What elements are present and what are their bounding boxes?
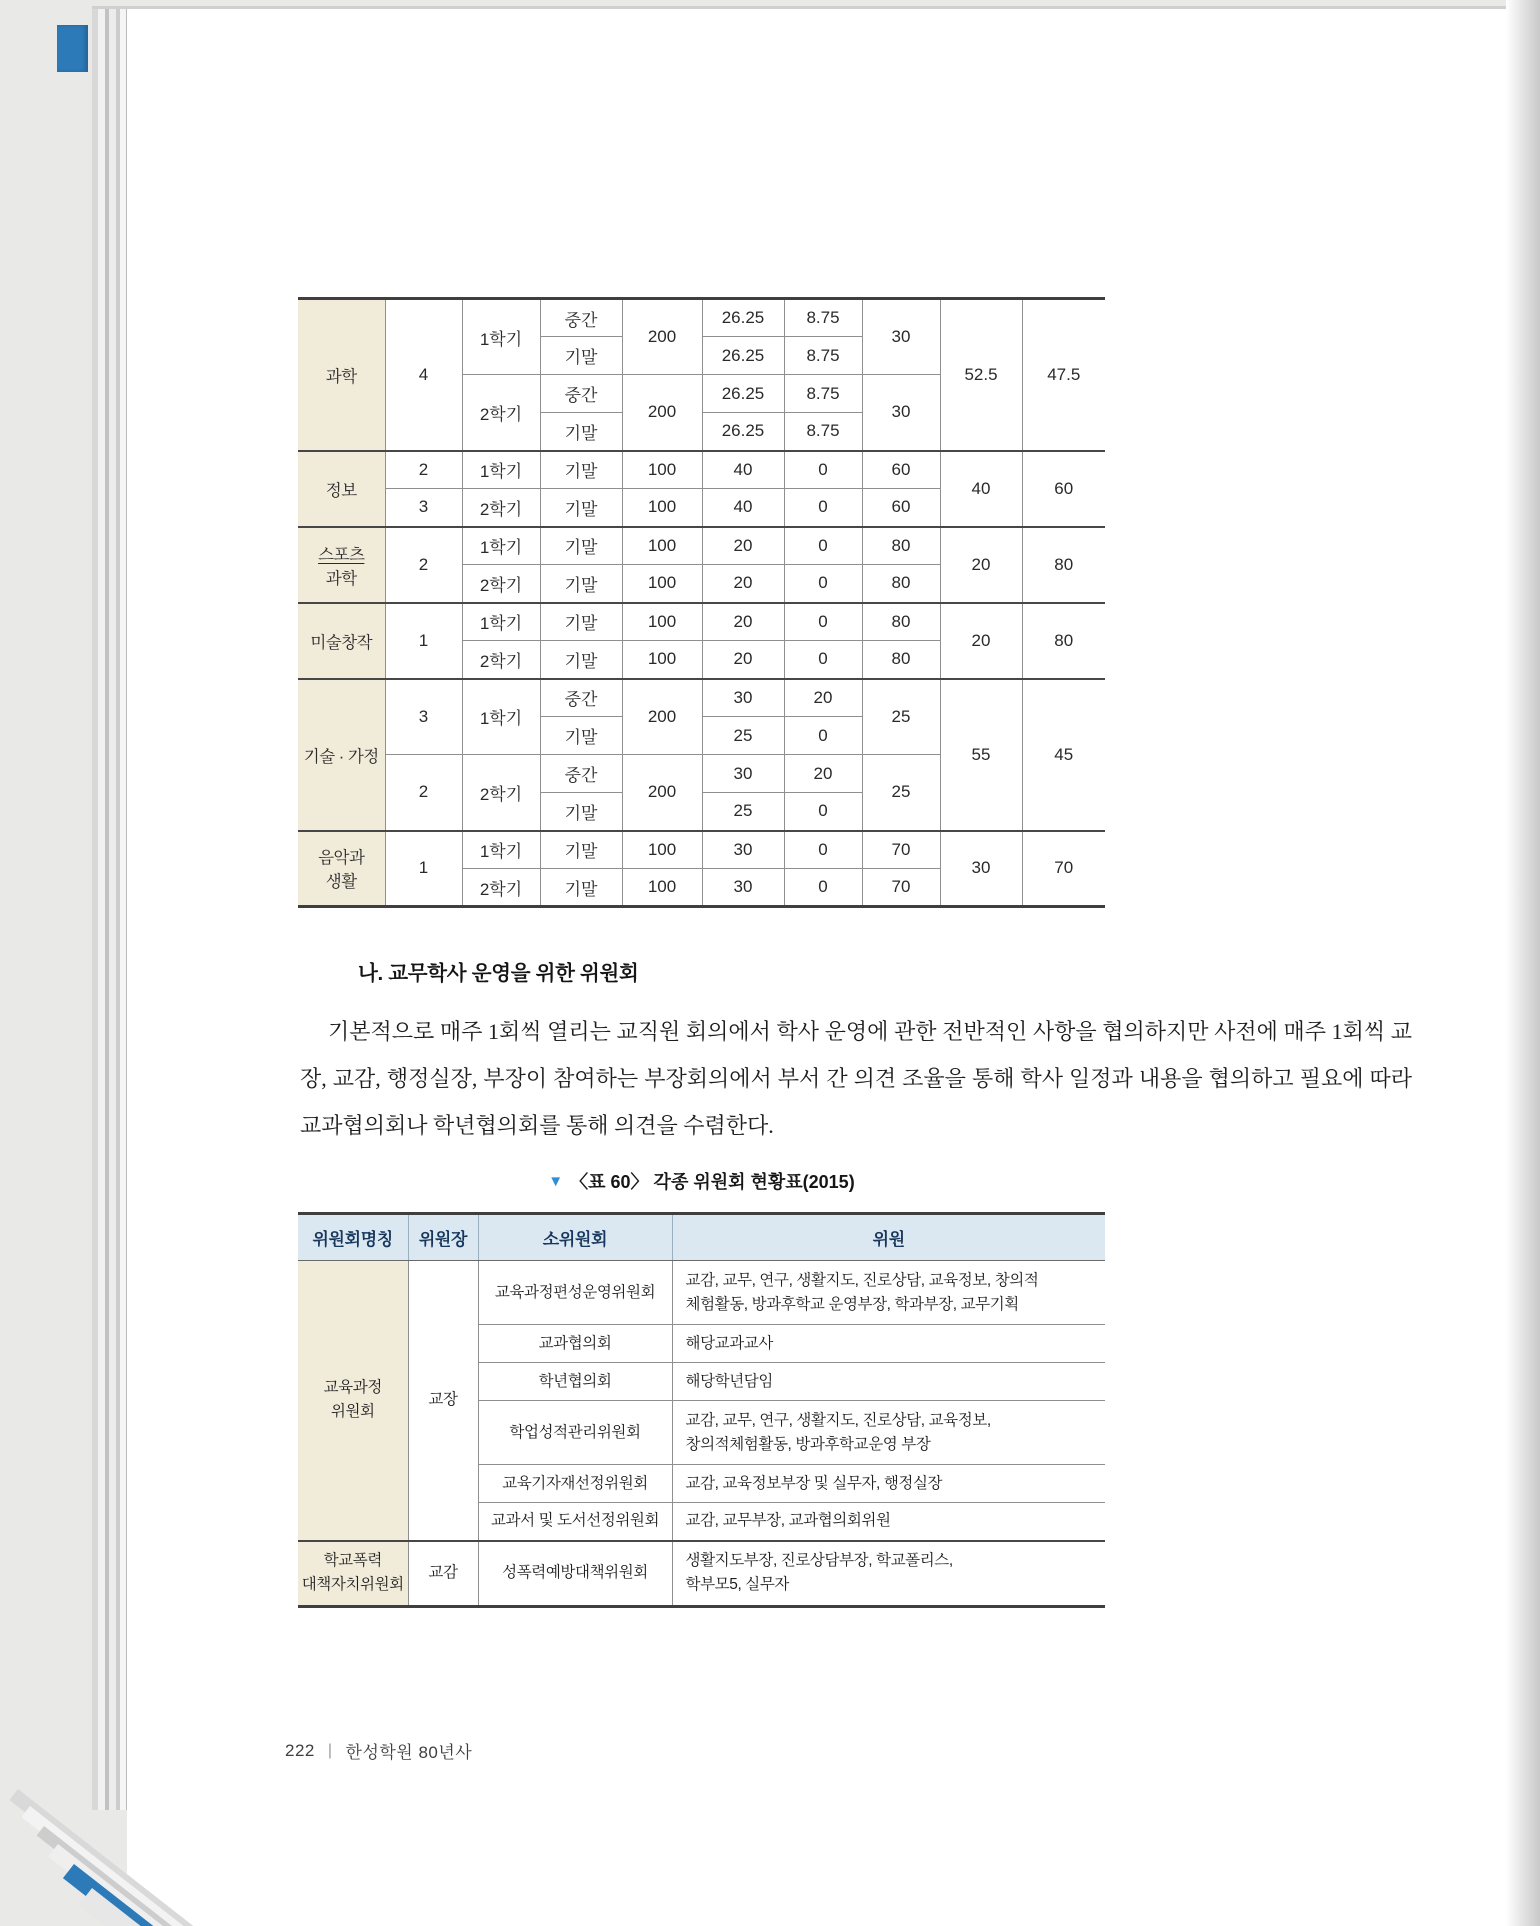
table-row xyxy=(298,679,1105,717)
table-row xyxy=(298,527,1105,565)
table-cell: 20 xyxy=(940,527,1022,603)
table-cell: 중간 xyxy=(540,299,622,337)
table-cell: 1학기 xyxy=(462,451,540,489)
subject-cell: 스포츠 과학 xyxy=(298,527,385,603)
column-header: 위원회명칭 xyxy=(298,1214,408,1261)
table-cell: 100 xyxy=(622,869,702,907)
table-cell: 70 xyxy=(1022,831,1105,907)
table-cell: 1학기 xyxy=(462,527,540,565)
table-cell: 중간 xyxy=(540,755,622,793)
table-cell: 0 xyxy=(784,565,862,603)
committee-status-table xyxy=(298,1212,1105,1608)
book-title: 한성학원 80년사 xyxy=(345,1743,473,1762)
table-cell: 26.25 xyxy=(702,299,784,337)
table-cell: 0 xyxy=(784,869,862,907)
table-cell: 0 xyxy=(784,489,862,527)
table-cell: 성폭력예방대책위원회 xyxy=(478,1541,672,1607)
table-cell: 80 xyxy=(862,641,940,679)
table-cell: 30 xyxy=(702,869,784,907)
table-cell: 0 xyxy=(784,603,862,641)
committee-name-cell: 교육과정 위원회 xyxy=(298,1261,408,1541)
table-cell: 80 xyxy=(862,565,940,603)
table-cell: 25 xyxy=(862,755,940,831)
table-cell: 기말 xyxy=(540,527,622,565)
table-cell: 1학기 xyxy=(462,679,540,755)
table-cell: 40 xyxy=(702,489,784,527)
table-cell: 기말 xyxy=(540,869,622,907)
table-cell: 30 xyxy=(702,679,784,717)
table-cell: 20 xyxy=(784,755,862,793)
table-cell: 20 xyxy=(702,641,784,679)
table-row xyxy=(298,451,1105,489)
table-cell: 2학기 xyxy=(462,755,540,831)
table-cell: 30 xyxy=(862,299,940,375)
table-cell: 100 xyxy=(622,603,702,641)
page-number: 222 xyxy=(285,1740,315,1760)
table-cell: 26.25 xyxy=(702,337,784,375)
table-caption xyxy=(298,1168,1105,1194)
table-cell: 교육기자재선정위원회 xyxy=(478,1465,672,1503)
table-cell: 기말 xyxy=(540,337,622,375)
table-cell: 2학기 xyxy=(462,869,540,907)
table-cell: 25 xyxy=(862,679,940,755)
table-cell: 0 xyxy=(784,527,862,565)
table-cell: 기말 xyxy=(540,793,622,831)
table-cell: 30 xyxy=(940,831,1022,907)
table-cell: 생활지도부장, 진로상담부장, 학교폴리스, 학부모5, 실무자 xyxy=(672,1541,1105,1607)
table-cell: 60 xyxy=(862,489,940,527)
table-cell: 40 xyxy=(940,451,1022,527)
table-cell: 교감, 교무, 연구, 생활지도, 진로상담, 교육정보, 창의적체험활동, 방과후학교운영 부장 xyxy=(672,1401,1105,1465)
table-cell: 8.75 xyxy=(784,337,862,375)
table-cell: 200 xyxy=(622,299,702,375)
table-row xyxy=(298,299,1105,337)
table-cell: 1학기 xyxy=(462,603,540,641)
table-cell: 기말 xyxy=(540,603,622,641)
table-cell: 2 xyxy=(385,755,462,831)
subject-cell: 미술창작 xyxy=(298,603,385,679)
table-cell: 2 xyxy=(385,527,462,603)
table-cell: 해당교과교사 xyxy=(672,1325,1105,1363)
table-cell: 기말 xyxy=(540,489,622,527)
table-cell: 기말 xyxy=(540,413,622,451)
table-cell: 70 xyxy=(862,869,940,907)
table-header-row xyxy=(298,1214,1105,1261)
table-cell: 80 xyxy=(1022,527,1105,603)
table-cell: 기말 xyxy=(540,565,622,603)
table-cell: 26.25 xyxy=(702,375,784,413)
table-cell: 교과서 및 도서선정위원회 xyxy=(478,1503,672,1541)
table-cell: 8.75 xyxy=(784,413,862,451)
page-footer xyxy=(285,1738,472,1763)
table-cell: 기말 xyxy=(540,831,622,869)
table-cell: 3 xyxy=(385,489,462,527)
table-cell: 200 xyxy=(622,755,702,831)
table-cell: 26.25 xyxy=(702,413,784,451)
table-cell: 70 xyxy=(862,831,940,869)
table-cell: 해당학년담임 xyxy=(672,1363,1105,1401)
table-cell: 20 xyxy=(702,603,784,641)
footer-separator: | xyxy=(327,1741,333,1759)
table-cell: 2학기 xyxy=(462,565,540,603)
table-cell: 200 xyxy=(622,375,702,451)
table-cell: 1 xyxy=(385,831,462,907)
table-cell: 8.75 xyxy=(784,375,862,413)
table-cell: 0 xyxy=(784,641,862,679)
table-cell: 80 xyxy=(862,527,940,565)
body-paragraph: 기본적으로 매주 1회씩 열리는 교직원 회의에서 학사 운영에 관한 전반적인 사항을 협의하지만 사전에 매주 1회씩 교장, 교감, 행정실장, 부장이 참여하는 부장회의에서 부서 간 의견 조율을 통해 학사 일정과 내용을 협의하고 필요에 따라 교과협의회나 학년협의회를 통해 의견을 수렴한다. xyxy=(300,1019,1412,1138)
table-cell: 0 xyxy=(784,451,862,489)
table-cell: 52.5 xyxy=(940,299,1022,451)
table-cell: 0 xyxy=(784,717,862,755)
table-cell: 중간 xyxy=(540,679,622,717)
table-cell: 2학기 xyxy=(462,375,540,451)
table-cell: 2 xyxy=(385,451,462,489)
column-header: 위원장 xyxy=(408,1214,478,1261)
table-cell: 100 xyxy=(622,527,702,565)
table-cell: 4 xyxy=(385,299,462,451)
table-cell: 기말 xyxy=(540,451,622,489)
table-cell: 60 xyxy=(1022,451,1105,527)
table-cell: 30 xyxy=(702,755,784,793)
column-header: 위원 xyxy=(672,1214,1105,1261)
table-cell: 중간 xyxy=(540,375,622,413)
table-cell: 0 xyxy=(784,831,862,869)
table-cell: 200 xyxy=(622,679,702,755)
subject-cell: 음악과 생활 xyxy=(298,831,385,907)
table-cell: 20 xyxy=(784,679,862,717)
table-cell: 25 xyxy=(702,717,784,755)
page-stack-edge xyxy=(109,9,116,1810)
table-cell: 55 xyxy=(940,679,1022,831)
table-cell: 100 xyxy=(622,641,702,679)
table-cell: 교감, 교무, 연구, 생활지도, 진로상담, 교육정보, 창의적 체험활동, 방과후학교 운영부장, 학과부장, 교무기획 xyxy=(672,1261,1105,1325)
committee-name-cell: 학교폭력 대책자치위원회 xyxy=(298,1541,408,1607)
table-cell: 100 xyxy=(622,489,702,527)
table-cell: 1 xyxy=(385,603,462,679)
table-cell: 1학기 xyxy=(462,831,540,869)
table-row xyxy=(298,1541,1105,1607)
table-row xyxy=(298,603,1105,641)
section-heading: 나. 교무학사 운영을 위한 위원회 xyxy=(358,962,639,985)
table-cell: 학업성적관리위원회 xyxy=(478,1401,672,1465)
blue-bookmark-tab xyxy=(57,25,88,72)
column-header: 소위원회 xyxy=(478,1214,672,1261)
table-cell: 2학기 xyxy=(462,641,540,679)
table-cell: 교감, 교육정보부장 및 실무자, 행정실장 xyxy=(672,1465,1105,1503)
page-stack-edge xyxy=(98,9,105,1810)
table-cell: 80 xyxy=(862,603,940,641)
table-cell: 기말 xyxy=(540,717,622,755)
subject-cell: 기술 · 가정 xyxy=(298,679,385,831)
table-cell: 8.75 xyxy=(784,299,862,337)
table-cell: 교감, 교무부장, 교과협의회위원 xyxy=(672,1503,1105,1541)
table-cell: 교과협의회 xyxy=(478,1325,672,1363)
table-cell: 80 xyxy=(1022,603,1105,679)
table-cell: 45 xyxy=(1022,679,1105,831)
table-cell: 47.5 xyxy=(1022,299,1105,451)
table-cell: 25 xyxy=(702,793,784,831)
table-cell: 3 xyxy=(385,679,462,755)
table-cell: 100 xyxy=(622,831,702,869)
table-cell: 40 xyxy=(702,451,784,489)
table-cell: 1학기 xyxy=(462,299,540,375)
chair-cell: 교장 xyxy=(408,1261,478,1541)
table-cell: 100 xyxy=(622,451,702,489)
table-row xyxy=(298,1261,1105,1325)
table-cell: 30 xyxy=(862,375,940,451)
table-cell: 100 xyxy=(622,565,702,603)
table-cell: 기말 xyxy=(540,641,622,679)
caption-text: 〈표 60〉 각종 위원회 현황표(2015) xyxy=(570,1172,855,1192)
subject-cell: 정보 xyxy=(298,451,385,527)
subject-cell: 과학 xyxy=(298,299,385,451)
table-cell: 0 xyxy=(784,793,862,831)
page-right-edge xyxy=(1506,0,1540,1926)
table-cell: 30 xyxy=(702,831,784,869)
table-cell: 학년협의회 xyxy=(478,1363,672,1401)
grade-assessment-table xyxy=(298,297,1105,908)
table-cell: 20 xyxy=(702,527,784,565)
table-cell: 2학기 xyxy=(462,489,540,527)
table-cell: 20 xyxy=(940,603,1022,679)
chair-cell: 교감 xyxy=(408,1541,478,1607)
caption-triangle-icon: ▼ xyxy=(548,1173,564,1190)
table-cell: 60 xyxy=(862,451,940,489)
table-cell: 20 xyxy=(702,565,784,603)
table-row xyxy=(298,831,1105,869)
table-cell: 교육과정편성운영위원회 xyxy=(478,1261,672,1325)
